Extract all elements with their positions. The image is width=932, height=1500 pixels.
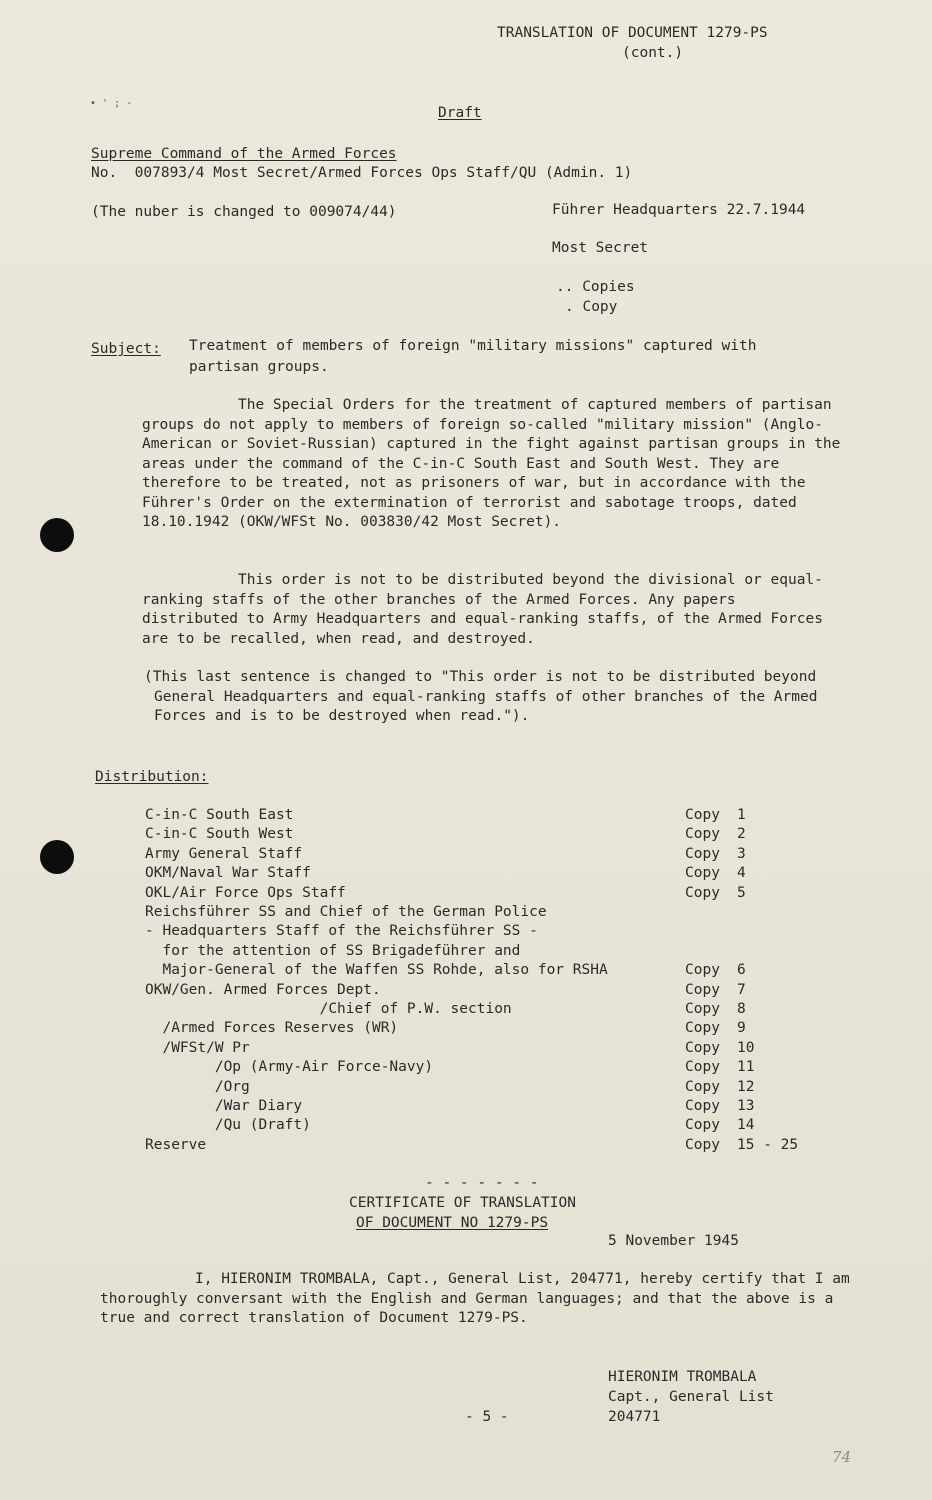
distribution-recipient: /War Diary — [145, 1098, 303, 1114]
distribution-recipient: OKL/Air Force Ops Staff — [145, 884, 346, 901]
number-change-note: (The nuber is changed to 009074/44) — [91, 204, 397, 220]
distribution-copy-number: 9 — [737, 1020, 746, 1037]
distribution-copy-label: Copy — [685, 826, 720, 843]
distribution-recipient: /Armed Forces Reserves (WR) — [145, 1020, 399, 1037]
distribution-copy-label: Copy — [685, 807, 720, 823]
subject-label: Subject: — [91, 341, 161, 357]
certificate-title: CERTIFICATE OF TRANSLATION — [349, 1195, 576, 1211]
handwritten-note: 74 — [832, 1448, 852, 1466]
distribution-copy-number: 8 — [737, 1001, 746, 1017]
body-paragraph-2: This order is not to be distributed beyond the divisional or equal-ranking staffs of the other branches of the Armed Forces. Any papers distributed to Army Headquarters and equal-ranking staffs, of the Armed Forces are to be recalled, when read, and destroyed. — [142, 572, 823, 647]
signature-rank: Capt., General List — [608, 1389, 774, 1405]
distribution-copy-label: Copy — [685, 884, 720, 901]
distribution-row — [145, 922, 825, 942]
document-title-cont: (cont.) — [622, 45, 684, 61]
distribution-row — [145, 1116, 825, 1136]
page-number: - 5 - — [465, 1409, 509, 1425]
distribution-row — [145, 1019, 825, 1039]
distribution-row — [145, 825, 825, 845]
distribution-row — [145, 1058, 825, 1078]
distribution-copy-label: Copy — [685, 1059, 720, 1076]
corner-marks: • ' ; - — [90, 98, 133, 109]
distribution-row — [145, 1000, 825, 1020]
distribution-row — [145, 1039, 825, 1059]
distribution-row — [145, 806, 825, 826]
distribution-recipient: /Qu (Draft) — [145, 1117, 311, 1134]
certificate-date: 5 November 1945 — [608, 1233, 739, 1249]
distribution-row — [145, 942, 825, 962]
distribution-copy-number: 4 — [737, 865, 746, 882]
copy-number: . Copy — [565, 299, 618, 315]
distribution-copy-label: Copy — [685, 845, 720, 862]
distribution-copy-number: 12 — [737, 1078, 755, 1095]
distribution-copy-label: Copy — [685, 1020, 720, 1037]
draft-label: Draft — [438, 105, 482, 121]
issuing-authority: Supreme Command of the Armed Forces — [91, 146, 397, 162]
certificate-text: I, HIERONIM TROMBALA, Capt., General List, 204771, hereby certify that I am thoroughly conversant with the English and German languages; and that the above is a true and correct translation of Document 1279-PS. — [100, 1271, 850, 1326]
signature-number: 204771 — [608, 1409, 661, 1425]
distribution-recipient: /Org — [145, 1078, 250, 1095]
subject-line-1: Treatment of members of foreign "military missions" captured with — [189, 338, 757, 354]
distribution-recipient: C-in-C South West — [145, 826, 294, 843]
distribution-row — [145, 1136, 825, 1156]
distribution-recipient: Army General Staff — [145, 845, 303, 862]
distribution-copy-number: 7 — [737, 981, 746, 998]
punch-hole-top — [40, 518, 74, 552]
signature-name: HIERONIM TROMBALA — [608, 1369, 757, 1385]
place-date: Führer Headquarters 22.7.1944 — [552, 202, 806, 218]
distribution-row — [145, 864, 825, 884]
distribution-recipient: for the attention of SS Brigadeführer and — [145, 942, 521, 959]
distribution-row — [145, 1078, 825, 1098]
distribution-copy-label: Copy — [685, 981, 720, 998]
separator-dashes: - - - - - - - — [425, 1175, 539, 1191]
distribution-copy-number: 14 — [737, 1117, 755, 1134]
distribution-copy-label: Copy — [685, 1136, 720, 1153]
distribution-copy-number: 1 — [737, 807, 746, 823]
subject-line-2: partisan groups. — [189, 359, 329, 375]
distribution-copy-number: 2 — [737, 826, 746, 843]
distribution-recipient: /WFSt/W Pr — [145, 1039, 250, 1056]
distribution-copy-label: Copy — [685, 1078, 720, 1095]
document-title: TRANSLATION OF DOCUMENT 1279-PS — [497, 25, 768, 41]
punch-hole-bottom — [40, 840, 74, 874]
distribution-copy-label: Copy — [685, 1098, 720, 1114]
distribution-copy-label: Copy — [685, 1117, 720, 1134]
distribution-recipient: OKM/Naval War Staff — [145, 865, 311, 882]
distribution-copy-label: Copy — [685, 1039, 720, 1056]
body-paragraph-1: The Special Orders for the treatment of captured members of partisan groups do not apply to members of foreign so-called "military mission" (Anglo-American or Soviet-Russian) captured in the fight against partisan groups in the areas under the command of the C-in-C South East and South West. They are therefore to be treated, not as prisoners of war, but in accordance with the Führer's Order on the extermination of terrorist and sabotage troops, dated 18.10.1942 (OKW/WFSt No. 003830/42 Most Secret). — [142, 397, 841, 530]
distribution-recipient: OKW/Gen. Armed Forces Dept. — [145, 981, 381, 998]
distribution-label: Distribution: — [95, 769, 209, 785]
distribution-recipient: /Op (Army-Air Force-Navy) — [145, 1059, 434, 1076]
distribution-copy-number: 3 — [737, 845, 746, 862]
distribution-copy-number: 15 - 25 — [737, 1136, 799, 1153]
distribution-copy-label: Copy — [685, 865, 720, 882]
distribution-row — [145, 845, 825, 865]
distribution-copy-number: 13 — [737, 1098, 755, 1114]
distribution-row — [145, 1097, 825, 1117]
reference-number: No. 007893/4 Most Secret/Armed Forces Ops Staff/QU (Admin. 1) — [91, 165, 633, 181]
distribution-recipient: C-in-C South East — [145, 807, 294, 823]
distribution-row — [145, 903, 825, 923]
distribution-recipient: Major-General of the Waffen SS Rohde, also for RSHA — [145, 962, 608, 979]
distribution-recipient: Reserve — [145, 1136, 207, 1153]
distribution-row — [145, 981, 825, 1001]
distribution-copy-number: 5 — [737, 884, 746, 901]
distribution-row — [145, 961, 825, 981]
distribution-copy-number: 11 — [737, 1059, 755, 1076]
copies-count: .. Copies — [556, 279, 635, 295]
certificate-subtitle: OF DOCUMENT NO 1279-PS — [356, 1215, 549, 1231]
distribution-row — [145, 884, 825, 904]
distribution-recipient: - Headquarters Staff of the Reichsführer SS - — [145, 923, 538, 940]
body-paragraph-3: (This last sentence is changed to "This order is not to be distributed beyond General Headquarters and equal-ranking staffs of other branches of the Armed Forces and is to be destroyed when read."). — [144, 669, 818, 724]
classification: Most Secret — [552, 240, 649, 256]
distribution-copy-number: 10 — [737, 1039, 755, 1056]
distribution-copy-label: Copy — [685, 962, 720, 979]
distribution-recipient: Reichsführer SS and Chief of the German Police — [145, 904, 547, 920]
distribution-copy-number: 6 — [737, 962, 746, 979]
distribution-copy-label: Copy — [685, 1001, 720, 1017]
distribution-recipient: /Chief of P.W. section — [145, 1001, 512, 1017]
